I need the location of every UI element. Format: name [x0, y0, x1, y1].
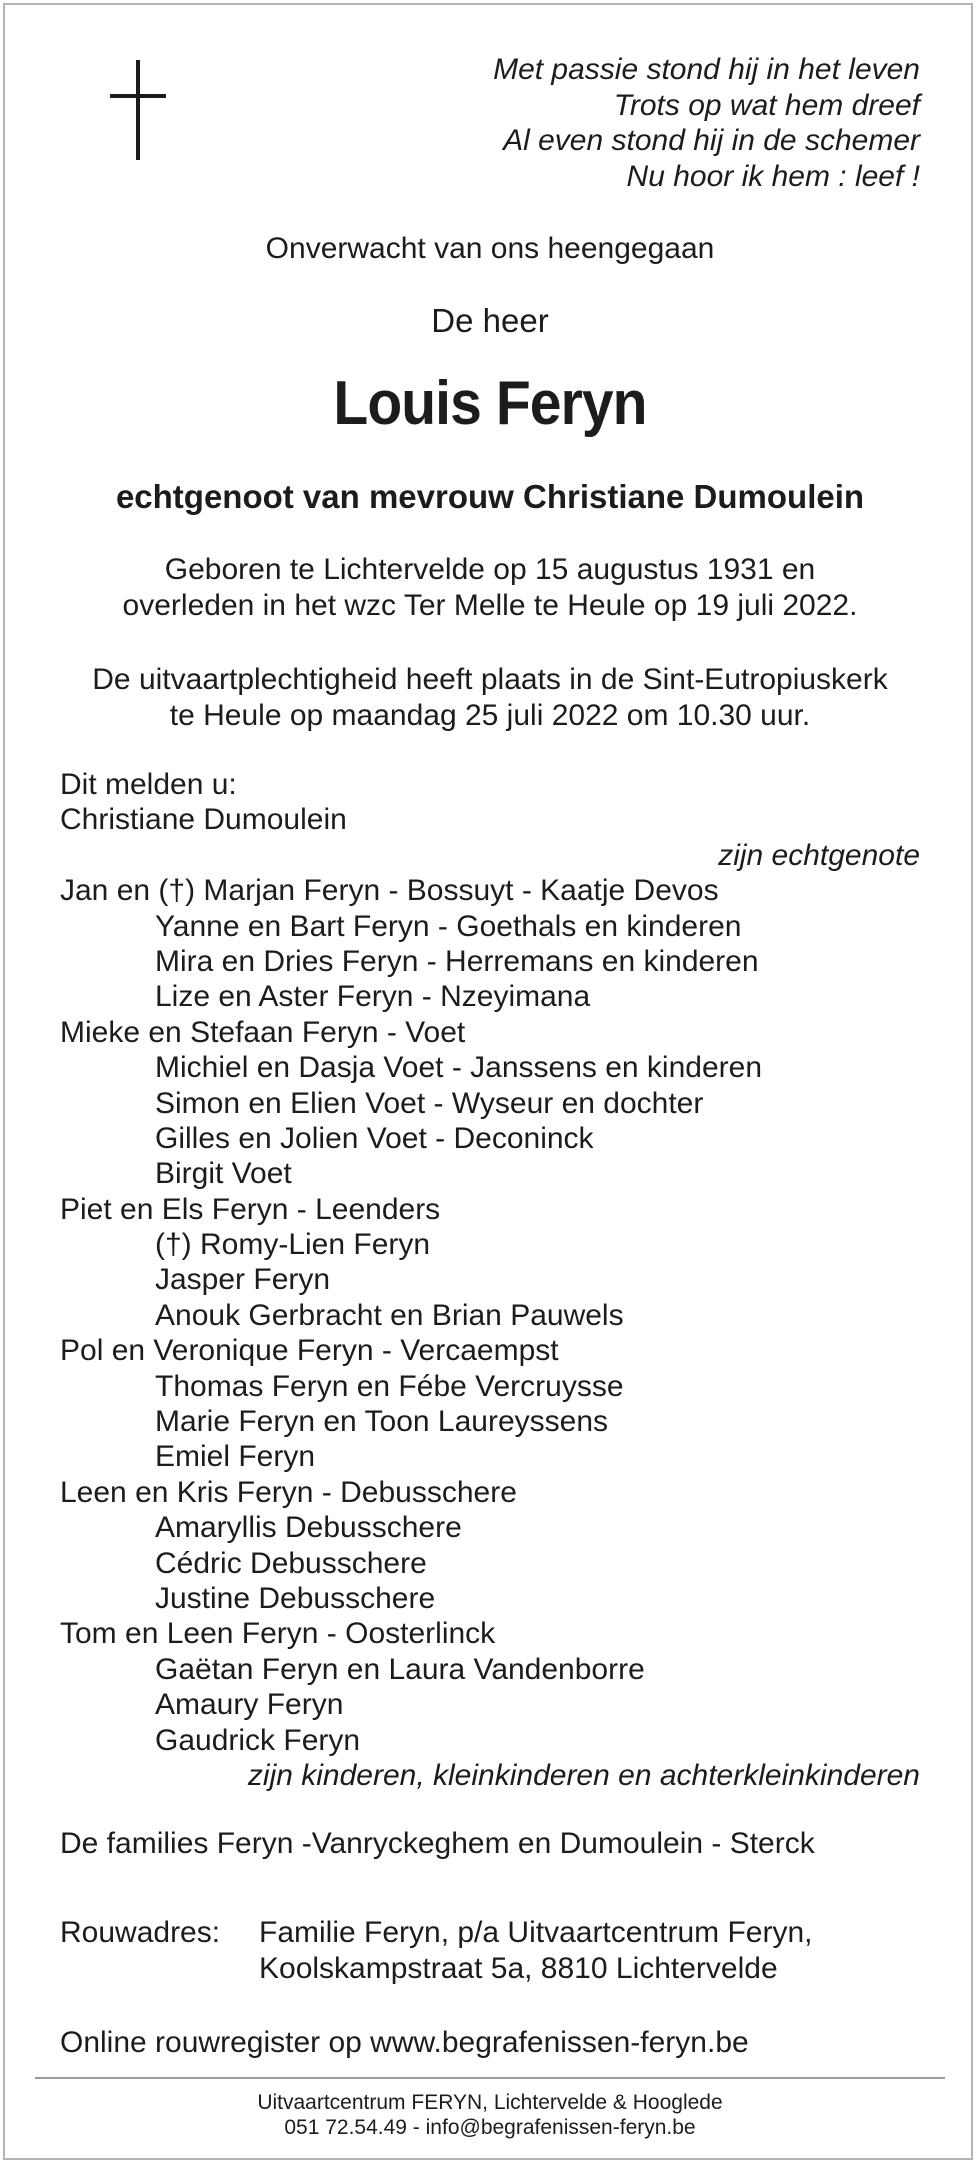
poem-line: Nu hoor ik hem : leef !: [626, 159, 920, 193]
list-item: Michiel en Dasja Voet - Janssens en kinderen: [155, 1051, 763, 1085]
birth-death-text: [0, 552, 980, 623]
funeral-line: te Heule op maandag 25 juli 2022 om 10.30 uur.: [169, 698, 811, 732]
footer-line: 051 72.54.49 - info@begrafenissen-feryn.be: [284, 2116, 696, 2139]
list-item: Leen en Kris Feryn - Debusschere: [60, 1475, 517, 1509]
list-item: Jasper Feryn: [155, 1263, 331, 1297]
spouse-line: echtgenoot van mevrouw Christiane Dumoulein: [115, 478, 865, 515]
families-text: De families Feryn -Vanryckeghem en Dumoulein - Sterck: [60, 1827, 815, 1860]
relation-caption: zijn kinderen, kleinkinderen en achterkleinkinderen: [247, 1758, 920, 1792]
address-line: Koolskampstraat 5a, 8810 Lichtervelde: [259, 1952, 778, 1985]
list-item: Yanne en Bart Feryn - Goethals en kinderen: [155, 909, 742, 943]
list-item: Marie Feryn en Toon Laureyssens: [155, 1405, 609, 1439]
poem-line: Met passie stond hij in het leven: [493, 53, 920, 86]
list-item: Piet en Els Feryn - Leenders: [60, 1192, 441, 1226]
list-item: Emiel Feryn: [155, 1440, 316, 1474]
intro-text: Onverwacht van ons heengegaan: [265, 232, 715, 265]
deceased-name: Louis Feryn: [333, 369, 647, 438]
list-item: Anouk Gerbracht en Brian Pauwels: [155, 1298, 624, 1332]
list-item: Gilles en Jolien Voet - Deconinck: [155, 1121, 594, 1155]
online-register: Online rouwregister op www.begrafenissen-feryn.be: [60, 2026, 749, 2059]
list-item: Lize en Aster Feryn - Nzeyimana: [155, 980, 591, 1014]
list-item: Birgit Voet: [155, 1157, 292, 1191]
list-item: Amaury Feryn: [155, 1688, 344, 1722]
list-item: Gaudrick Feryn: [155, 1723, 361, 1757]
relation-caption: zijn echtgenote: [718, 838, 920, 872]
footer-line: Uitvaartcentrum FERYN, Lichtervelde & Hooglede: [257, 2091, 723, 2114]
salutation: De heer: [431, 302, 549, 339]
announcement-list: [60, 767, 920, 1793]
birth-line: Geboren te Lichtervelde op 15 augustus 1931 en: [164, 553, 816, 586]
funeral-line: De uitvaartplechtigheid heeft plaats in de Sint-Eutropiuskerk: [92, 663, 888, 696]
list-item: Gaëtan Feryn en Laura Vandenborre: [155, 1652, 645, 1686]
list-item: Jan en (†) Marjan Feryn - Bossuyt - Kaatje Devos: [60, 874, 719, 908]
poem-line: Al even stond hij in de schemer: [503, 124, 920, 157]
list-item: Amaryllis Debusschere: [155, 1511, 462, 1545]
list-item: Pol en Veronique Feryn - Vercaempst: [60, 1334, 559, 1368]
death-line: overleden in het wzc Ter Melle te Heule op 19 juli 2022.: [122, 588, 858, 622]
list-item: Thomas Feryn en Fébe Vercruysse: [155, 1369, 624, 1403]
list-item: Cédric Debusschere: [155, 1546, 427, 1580]
list-item: Mira en Dries Feryn - Herremans en kinderen: [155, 944, 759, 978]
list-item: Simon en Elien Voet - Wyseur en dochter: [155, 1086, 704, 1120]
list-item: Christiane Dumoulein: [60, 803, 347, 837]
poem: [493, 52, 920, 194]
divider: [35, 2077, 945, 2079]
address-label: Rouwadres:: [60, 1916, 221, 1949]
address-line: Familie Feryn, p/a Uitvaartcentrum Feryn,: [259, 1916, 813, 1949]
poem-line: Trots op wat hem dreef: [613, 88, 920, 122]
footer: [0, 2090, 980, 2140]
list-item: Mieke en Stefaan Feryn - Voet: [60, 1015, 466, 1049]
list-item: (†) Romy-Lien Feryn: [155, 1228, 431, 1262]
list-item: Dit melden u:: [60, 768, 237, 801]
address-value: [259, 1915, 813, 1987]
list-item: Tom en Leen Feryn - Oosterlinck: [60, 1617, 496, 1651]
funeral-text: [0, 662, 980, 733]
cross-icon: [108, 60, 168, 160]
list-item: Justine Debusschere: [155, 1581, 436, 1615]
